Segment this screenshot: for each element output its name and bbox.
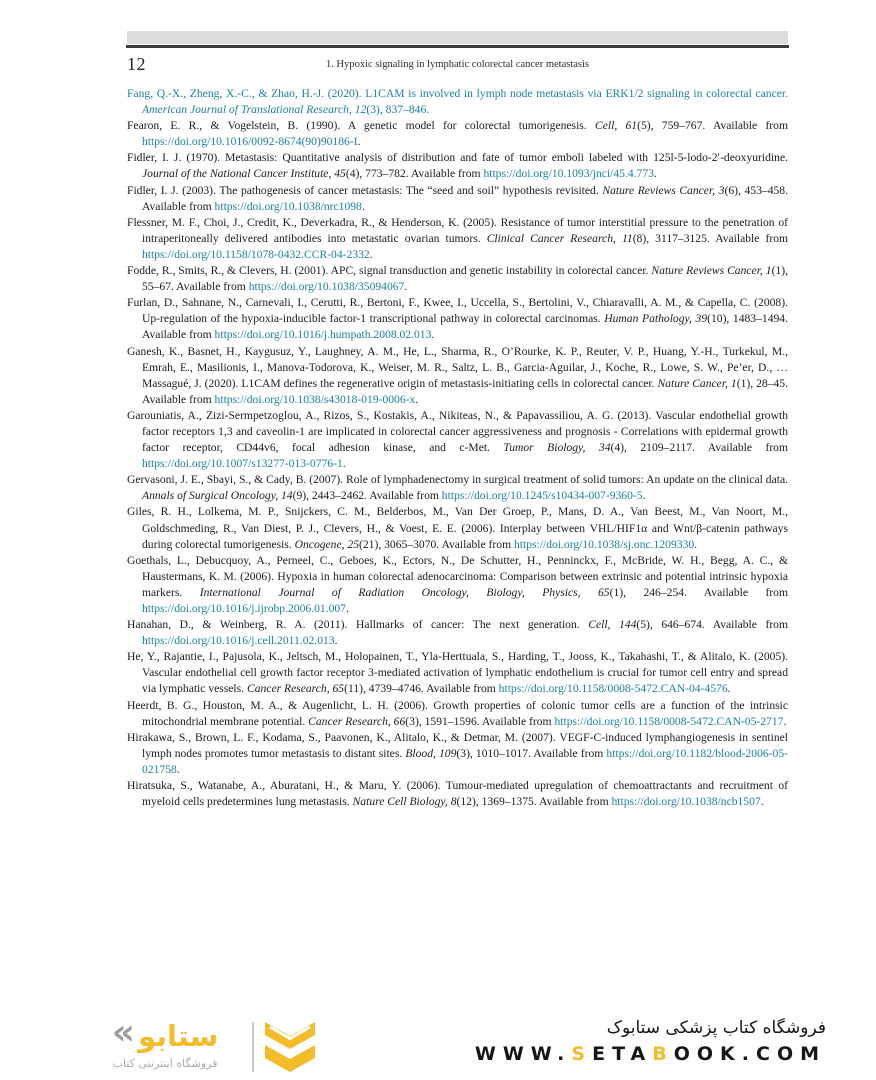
- doi-link[interactable]: https://doi.org/10.1093/jnci/45.4.773: [483, 167, 654, 181]
- reference-text: (12), 1369–1375. Available from: [456, 795, 612, 809]
- journal-title: International Journal of Radiation Oncology, Biology, Physics, 65: [199, 585, 610, 599]
- reference-text: Fidler, I. J. (1970). Metastasis: Quantitative analysis of distribution and fate of tumor emboli labeled with 125l-5-lodo-2′-deoxyuridine.: [127, 151, 788, 165]
- reference-text: Ganesh, K., Basnet, H., Kaygusuz, Y., Laughney, A. M., He, L., Sharma, R., O’Rourke, K. P., Reuter, V. P., Huang, Y.-H., Turkekul, M., Emrah, E., Masilionis, I., Manova-Todorova, K., Weiser, M. R., Saltz, L. B., Garcia-Aguilar, J., Koche, R., Lowe, S. W., Pe’er, D., … Massagué, J. (2020). L1CAM defines the regenerative origin of metastasis-initiating cells in colorectal cancer.: [127, 344, 788, 390]
- logo-wordmark: [84, 1012, 246, 1054]
- doi-link[interactable]: https://doi.org/10.1158/0008-5472.CAN-04-4576: [498, 682, 728, 696]
- reference-entry: [127, 553, 788, 617]
- doi-link[interactable]: https://doi.org/10.1038/sj.onc.1209330: [514, 537, 695, 551]
- reference-text: He, Y., Rajantie, I., Pajusola, K., Jeltsch, M., Holopainen, T., Yla-Herttuala, S., Harding, T., Jooss, K., Takahashi, T., & Alitalo, K. (2005). Vascular endothelial cell growth factor receptor 3-mediated activation of lymphatic endothelium is crucial for tumor cell entry and spread via lymphatic vessels.: [127, 650, 788, 696]
- reference-text: (5), 646–674. Available from: [636, 618, 788, 632]
- reference-text: Giles, R. H., Lolkema, M. P., Snijckers, C. M., Belderbos, M., Van Der Groep, P., Mans, D. A., Van Beest, M., Van Noort, M., Goldschmeding, R., Van Diest, P. J., Clevers, H., & Voest, E. E. (2006). Interplay between VHL/HIF1α and Wnt/β-catenin pathways during colorectal tumorigenesis.: [127, 505, 788, 551]
- journal-title: Cell, 61: [595, 119, 638, 133]
- reference-text: (1), 246–254. Available from: [609, 585, 788, 599]
- journal-title: Cell, 144: [588, 618, 637, 632]
- footer-right: [475, 1018, 826, 1065]
- reference-text: .: [345, 602, 349, 615]
- footer-divider: [252, 1022, 254, 1072]
- doi-link[interactable]: https://doi.org/10.1016/j.humpath.2008.02.013: [214, 328, 432, 342]
- reference-entry: [127, 183, 788, 215]
- reference-entry: [127, 263, 788, 295]
- reference-text: .: [783, 714, 787, 728]
- doi-link[interactable]: https://doi.org/10.1038/ncb1507: [611, 795, 761, 809]
- reference-text: Fang, Q.-X., Zheng, X.-C., & Zhao, H.-J. (2020). L1CAM is involved in lymph node metastasis via ERK1/2 signaling in colorectal cancer.: [127, 87, 788, 100]
- reference-text: Goethals, L., Debucquoy, A., Perneel, C., Geboes, K., Ectors, N., De Schutter, H., Penninckx, F., McBride, W. H., Begg, A. C., & Haustermans, K. M. (2006). Hypoxia in human colorectal adenocarcinoma: Comparison between extrinsic and potential intrinsic hypoxia markers.: [127, 553, 788, 599]
- journal-title: Nature Cell Biology, 8: [352, 795, 457, 809]
- reference-text: (10), 1483–1494. Available from: [142, 312, 788, 342]
- reference-entry: [127, 215, 788, 263]
- reference-entry: [127, 730, 788, 778]
- reference-text: (3), 1591–1596. Available from: [405, 714, 555, 728]
- reference-text: (8), 3117–3125. Available from: [632, 231, 789, 245]
- reference-text: Fodde, R., Smits, R., & Clevers, H. (2001). APC, signal transduction and genetic instability in colorectal cancer.: [127, 264, 652, 278]
- reference-entry: [127, 778, 788, 810]
- reference-entry: [127, 86, 788, 118]
- doi-link[interactable]: https://doi.org/10.1182/blood-2006-05-021758: [142, 746, 788, 776]
- running-head: 1. Hypoxic signaling in lymphatic colorectal cancer metastasis: [325, 59, 589, 70]
- reference-entry: [127, 344, 788, 408]
- journal-title: Oncogene, 25: [294, 537, 360, 551]
- reference-text: (5), 759–767. Available from: [637, 119, 788, 133]
- reference-text: (4), 773–782. Available from: [345, 167, 484, 181]
- reference-entry: [127, 698, 788, 730]
- journal-title: Nature Reviews Cancer, 3: [602, 183, 725, 197]
- footer: [0, 1014, 876, 1080]
- reference-entry: [127, 649, 788, 697]
- reference-text: (1), 28–45. Available from: [142, 376, 788, 406]
- reference-text: (21), 3065–3070. Available from: [359, 537, 514, 551]
- url-letters: OOK.COM: [673, 1043, 826, 1065]
- reference-text: .: [415, 392, 419, 406]
- doi-link[interactable]: https://doi.org/10.1016/j.ijrobp.2006.01.007: [142, 602, 346, 615]
- reference-text: (1), 55–67. Available from: [142, 264, 788, 294]
- journal-title: Cancer Research, 65: [246, 682, 345, 696]
- reference-entry: [127, 118, 788, 150]
- journal-title: Cancer Research, 66: [308, 714, 406, 728]
- header-band: [127, 31, 788, 44]
- journal-title: Clinical Cancer Research, 11: [486, 231, 633, 245]
- reference-text: Hanahan, D., & Weinberg, R. A. (2011). Hallmarks of cancer: The next generation.: [127, 618, 589, 632]
- reference-text: .: [369, 247, 373, 261]
- reference-text: Gervasoni, J. E., Sbayi, S., & Cady, B. (2007). Role of lymphadenectomy in surgical treatment of solid tumors: An update on the clinical data.: [127, 473, 788, 487]
- doi-link[interactable]: https://doi.org/10.1016/0092-8674(90)90186-I: [142, 135, 358, 149]
- reference-text: Furlan, D., Sahnane, N., Carnevali, I., Cerutti, R., Bertoni, F., Kwee, I., Uccella, S., Bertolini, V., Chiaravalli, A. M., & Capella, C. (2008). Up-regulation of the hypoxia-inducible factor-1 transcriptional pathway in colorectal carcinomas.: [127, 296, 788, 326]
- reference-entry: [127, 504, 788, 552]
- reference-text: .: [727, 682, 731, 696]
- accent-letters: B: [652, 1043, 674, 1065]
- reference-text: (6), 453–458. Available from: [142, 183, 788, 213]
- reference-entry: [127, 617, 788, 649]
- reference-text: .: [176, 762, 180, 776]
- doi-link[interactable]: https://doi.org/10.1158/1078-0432.CCR-04-2332: [142, 247, 370, 261]
- reference-text: .: [334, 634, 338, 648]
- reference-text: Hirakawa, S., Brown, L. F., Kodama, S., Paavonen, K., Alitalo, K., & Detmar, M. (2007). VEGF-C-induced lymphangiogenesis in sentinel lymph nodes promotes tumor metastasis to distant sites.: [127, 730, 788, 760]
- doi-link[interactable]: https://doi.org/10.1038/s43018-019-0006-x: [214, 392, 416, 406]
- doi-link[interactable]: https://doi.org/10.1016/j.cell.2011.02.013: [142, 634, 335, 648]
- doi-link[interactable]: https://doi.org/10.1007/s13277-013-0776-1: [142, 457, 343, 471]
- reference-text: (11), 4739–4746. Available from: [344, 682, 499, 696]
- reference-text: .: [642, 489, 646, 503]
- journal-title: American Journal of Translational Research, 12: [142, 103, 367, 117]
- page-header: [127, 52, 788, 78]
- logo-word: ستابو: [137, 1018, 219, 1053]
- reference-text: (3), 837–846.: [366, 103, 430, 117]
- reference-text: .: [357, 135, 361, 149]
- reference-text: .: [342, 457, 346, 471]
- reference-entry: [127, 150, 788, 182]
- journal-title: Nature Cancer, 1: [657, 376, 737, 390]
- url-letters: WWW.: [474, 1043, 572, 1065]
- reference-entry: [127, 408, 788, 472]
- doi-link[interactable]: https://doi.org/10.1158/0008-5472.CAN-05-2717: [554, 714, 784, 728]
- reference-entry: [127, 472, 788, 504]
- header-rule: [126, 45, 789, 48]
- reference-text: (3), 1010–1017. Available from: [456, 746, 607, 760]
- logo-guillemet-icon: «: [111, 1012, 135, 1053]
- reference-text: .: [760, 795, 764, 809]
- reference-text: Hiratsuka, S., Watanabe, A., Aburatani, H., & Maru, Y. (2006). Tumour-mediated upregulation of chemoattractants and recruitment of myeloid cells predetermines lung metastasis.: [127, 779, 788, 809]
- reference-text: Fidler, I. J. (2003). The pathogenesis of cancer metastasis: The “seed and soil” hypothesis revisited.: [127, 183, 603, 197]
- reference-text: .: [431, 328, 435, 342]
- doi-link[interactable]: https://doi.org/10.1245/s10434-007-9360-5: [441, 489, 643, 503]
- setabook-logo: [84, 1012, 246, 1070]
- journal-title: Nature Reviews Cancer, 1: [651, 264, 772, 278]
- journal-title: Journal of the National Cancer Institute, 45: [142, 167, 346, 181]
- url-letters: ETA: [592, 1043, 653, 1065]
- reference-text: Flessner, M. F., Choi, J., Credit, K., Deverkadra, R., & Henderson, K. (2005). Resistance of tumor interstitial pressure to the penetration of intraperitoneally delivered antibodies into metastatic ovarian tumors.: [127, 215, 788, 245]
- chevron-emblem-icon: [264, 1018, 316, 1076]
- reference-text: (9), 2443–2462. Available from: [292, 489, 442, 503]
- reference-text: .: [404, 280, 408, 294]
- store-title: فروشگاه کتاب پزشکی ستابوک: [606, 1018, 826, 1038]
- journal-title: Human Pathology, 39: [604, 312, 708, 326]
- reference-text: Garouniatis, A., Zizi-Sermpetzoglou, A., Rizos, S., Kostakis, A., Nikiteas, N., & Papavassiliou, A. G. (2013). Vascular endothelial growth factor receptors 1,3 and caveolin-1 are implicated in colorectal cancer aggressiveness and prognosis - Correlations with epidermal growth factor receptor, CD44v6, focal adhesion kinase, and c-Met.: [127, 408, 788, 455]
- accent-letters: S: [571, 1043, 593, 1065]
- references-list: [127, 86, 788, 810]
- journal-title: Annals of Surgical Oncology, 14: [142, 489, 293, 503]
- reference-text: .: [361, 199, 365, 213]
- journal-title: Tumor Biology, 34: [503, 441, 611, 455]
- reference-text: Fearon, E. R., & Vogelstein, B. (1990). A genetic model for colorectal tumorigenesis.: [127, 119, 595, 133]
- website-url[interactable]: [475, 1043, 826, 1065]
- logo-subtitle: فروشگاه اینترنتی کتاب: [112, 1057, 218, 1070]
- reference-text: Heerdt, B. G., Houston, M. A., & Augenlicht, L. H. (2006). Growth properties of colonic tumor cells are a function of the intrinsic mitochondrial membrane potential.: [127, 698, 788, 728]
- reference-text: .: [694, 537, 698, 551]
- page-number: 12: [127, 54, 146, 74]
- reference-text: .: [653, 167, 657, 181]
- reference-text: (4), 2109–2117. Available from: [610, 441, 788, 455]
- doi-link[interactable]: https://doi.org/10.1038/35094067: [248, 280, 405, 294]
- reference-entry: [127, 295, 788, 343]
- journal-title: Blood, 109: [405, 746, 457, 760]
- doi-link[interactable]: https://doi.org/10.1038/nrc1098: [214, 199, 362, 213]
